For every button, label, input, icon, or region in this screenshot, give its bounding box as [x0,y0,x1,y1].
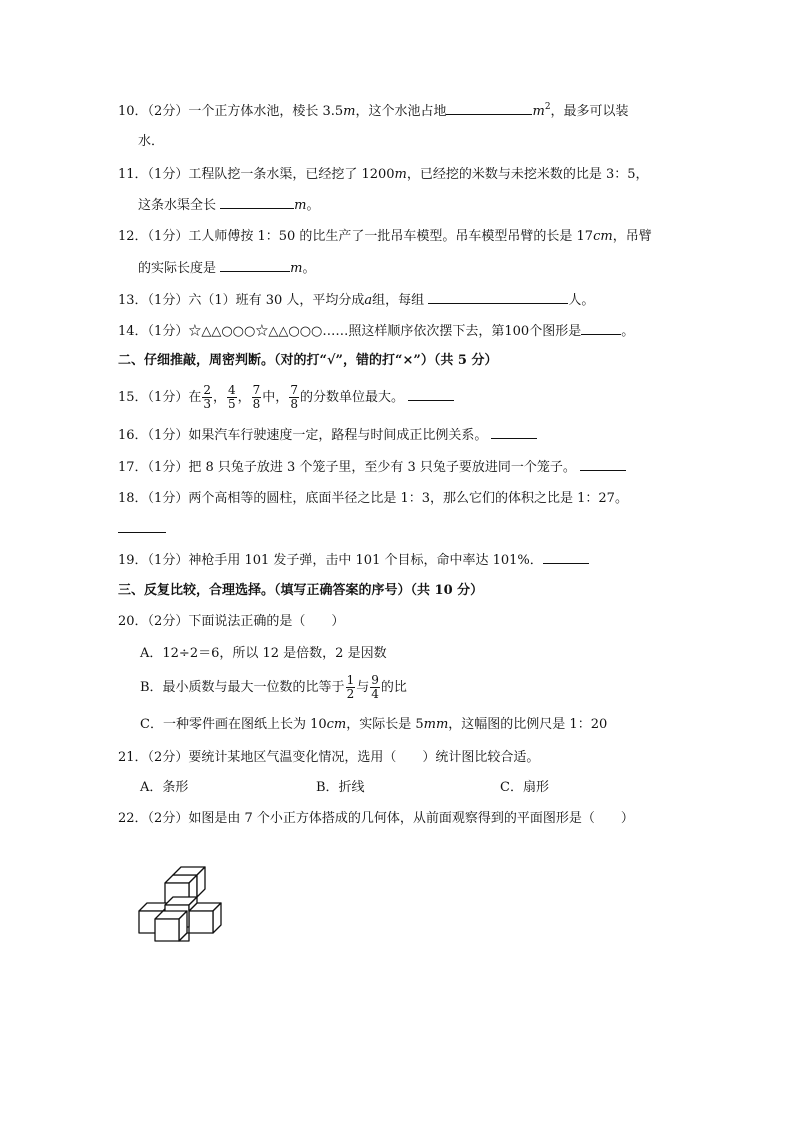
fraction: $\frac{7}{8}$ [290,383,298,411]
answer-blank[interactable] [446,102,532,115]
fraction: $\frac{7}{8}$ [252,383,261,411]
cube-stack-figure [135,863,231,947]
answer-blank[interactable] [118,520,166,533]
question-13: 13．（1分）六（1）班有 30 人，平均分成a组，每组 人。 [118,293,595,308]
question-12-cont: 的实际长度是 m。 [138,261,316,276]
question-18-cont [118,520,166,539]
question-15: 15．（1分）在 $\frac{2}{3}$ ， $\frac{4}{5}$ ， $\frac{7}{8}$ 中， $\frac{7}{8}$ 的分数单位最大。 [118,384,454,412]
question-11-cont: 这条水渠全长 m。 [138,198,320,213]
question-16: 16．（1分）如果汽车行驶速度一定，路程与时间成正比例关系。 [118,426,537,445]
answer-blank[interactable] [220,259,290,272]
answer-blank[interactable] [580,458,626,471]
fraction: $\frac{1}{2}$ [346,673,355,701]
q21-option-a[interactable]: A．条形 [140,780,189,795]
cube [189,903,221,933]
section-3-heading: 三、反复比较，合理选择。（填写正确答案的序号）（共 10 分） [118,583,484,598]
question-21: 21．（2分）要统计某地区气温变化情况，选用（ ）统计图比较合适。 [118,750,540,765]
answer-blank[interactable] [491,426,537,439]
q20-option-c[interactable]: C．一种零件画在图纸上长为 10cm，实际长是 5mm，这幅图的比例尺是 1：20 [140,717,608,732]
section-2-heading: 二、仔细推敲，周密判断。（对的打“√”，错的打“×”）（共 5 分） [118,353,498,368]
question-12: 12．（1分）工人师傅按 1：50 的比生产了一批吊车模型。吊车模型吊臂的长是 17cm，吊臂 [118,229,652,244]
question-18: 18．（1分）两个高相等的圆柱，底面半径之比是 1：3，那么它们的体积之比是 1：27。 [118,491,628,506]
question-10: 10．（2分）一个正方体水池，棱长 3.5m，这个水池占地 $m^2$，最多可以装 [118,102,629,119]
answer-blank[interactable] [428,291,568,304]
cube [155,911,187,941]
answer-blank[interactable] [408,388,454,401]
q21-option-c[interactable]: C．扇形 [500,780,549,795]
question-17: 17．（1分）把 8 只兔子放进 3 个笼子里，至少有 3 只兔子要放进同一个笼子。 [118,458,626,477]
q21-option-b[interactable]: B．折线 [316,780,365,795]
fraction: $\frac{4}{5}$ [228,383,236,411]
question-22: 22．（2分）如图是由 7 个小正方体搭成的几何体，从前面观察得到的平面图形是（ ） [118,811,634,826]
answer-blank[interactable] [581,322,621,335]
fraction: $\frac{9}{4}$ [371,673,379,701]
q20-option-a[interactable]: A．12÷2＝6，所以 12 是倍数，2 是因数 [140,646,387,661]
question-10-cont: 水． [138,134,165,149]
question-19: 19．（1分）神枪手用 101 发子弹，击中 101 个目标，命中率达 101%． [118,551,589,570]
q20-option-b[interactable]: B．最小质数与最大一位数的比等于 $\frac{1}{2}$ 与 $\frac{9}{4}$ 的比 [140,673,407,701]
question-14: 14．（1分）☆△△○○○☆△△○○○……照这样顺序依次摆下去，第100个图形是 。 [118,324,635,339]
question-11: 11．（1分）工程队挖一条水渠，已经挖了 1200m，已经挖的米数与未挖米数的比是 3：5， [118,167,649,182]
question-20: 20．（2分）下面说法正确的是（ ） [118,614,345,629]
answer-blank[interactable] [543,551,589,564]
answer-blank[interactable] [220,196,294,209]
fraction: $\frac{2}{3}$ [203,383,211,411]
